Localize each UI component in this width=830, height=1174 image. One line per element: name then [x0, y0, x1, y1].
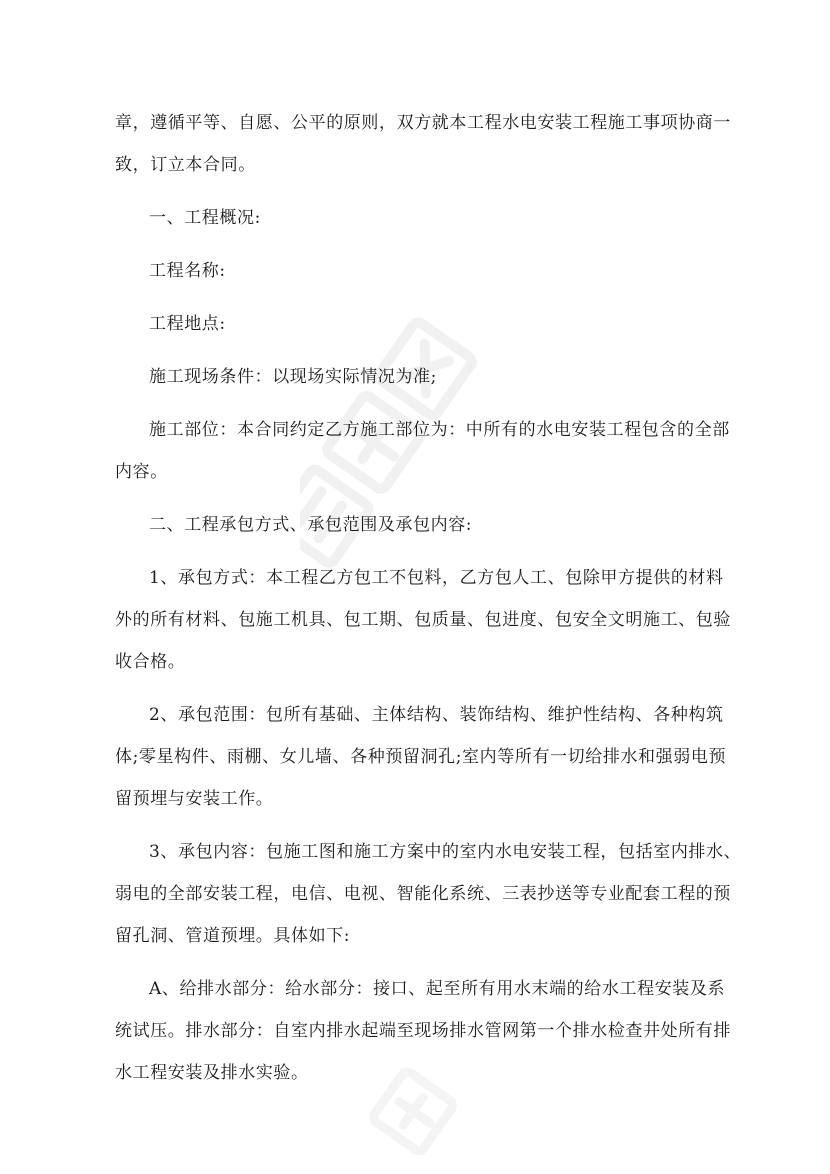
- paragraph-line: 外的所有材料、包施工机具、包工期、包质量、包进度、包安全文明施工、包验: [115, 610, 731, 630]
- paragraph: [115, 968, 731, 1094]
- paragraph-line: 工程地点:: [149, 314, 226, 334]
- paragraph: [115, 102, 731, 186]
- paragraph-line: 体;零星构件、雨棚、女儿墙、各种预留洞孔;室内等所有一切给排水和强弱电预: [115, 747, 727, 767]
- paragraph-line: 章，遵循平等、自愿、公平的原则，双方就本工程水电安装工程施工事项协商一: [115, 113, 731, 133]
- document-body: [115, 102, 742, 1105]
- paragraph-line: 留孔洞、管道预埋。具体如下:: [115, 926, 351, 946]
- paragraph: [115, 197, 715, 239]
- paragraph: [115, 504, 715, 546]
- paragraph: [115, 250, 715, 292]
- paragraph: [115, 831, 742, 957]
- paragraph-line: 内容。: [115, 462, 168, 482]
- paragraph-line: 水工程安装及排水实验。: [115, 1063, 309, 1083]
- paragraph-line: 致，订立本合同。: [115, 155, 256, 175]
- paragraph-line: 3、承包内容：包施工图和施工方案中的室内水电安装工程，包括室内排水、: [149, 842, 742, 862]
- paragraph-line: 施工现场条件：以现场实际情况为准;: [149, 367, 437, 387]
- paragraph-line: A、给排水部分：给水部分：接口、起至所有用水末端的给水工程安装及系: [149, 979, 726, 999]
- paragraph: [115, 694, 727, 820]
- paragraph-line: 收合格。: [115, 652, 186, 672]
- paragraph: [115, 409, 730, 493]
- paragraph-line: 弱电的全部安装工程，电信、电视、智能化系统、三表抄送等专业配套工程的预: [115, 884, 731, 904]
- paragraph-line: 统试压。排水部分：自室内排水起端至现场排水管网第一个排水检查井处所有排: [115, 1021, 731, 1041]
- paragraph: [115, 356, 715, 398]
- paragraph-line: 工程名称:: [149, 261, 226, 281]
- paragraph-line: 施工部位：本合同约定乙方施工部位为：中所有的水电安装工程包含的全部: [149, 420, 730, 440]
- paragraph-line: 留预埋与安装工作。: [115, 789, 274, 809]
- paragraph-line: 2、承包范围：包所有基础、主体结构、装饰结构、维护性结构、各种构筑: [149, 705, 724, 725]
- paragraph-line: 1、承包方式：本工程乙方包工不包料，乙方包人工、包除甲方提供的材料: [149, 568, 724, 588]
- paragraph: [115, 557, 731, 683]
- paragraph: [115, 303, 715, 345]
- paragraph-line: 一、工程概况:: [149, 208, 261, 228]
- paragraph-line: 二、工程承包方式、承包范围及承包内容:: [149, 515, 473, 535]
